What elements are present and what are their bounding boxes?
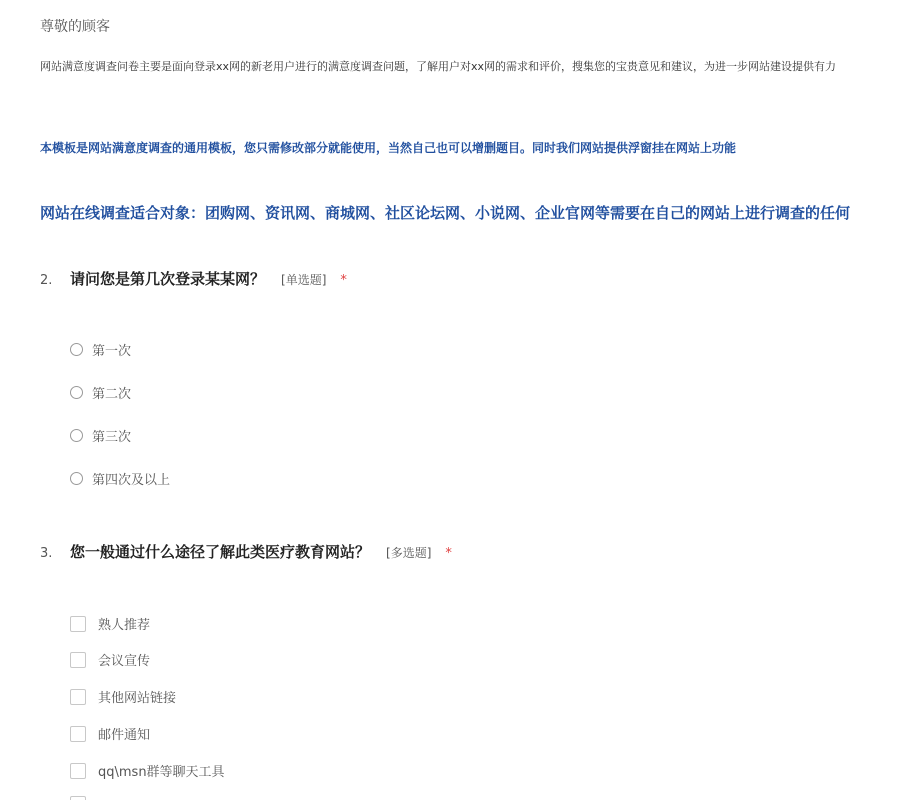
question-type: [多选题] — [386, 546, 432, 560]
checkbox-option-1[interactable] — [70, 614, 150, 633]
question-number: 3. — [40, 546, 53, 561]
checkbox[interactable] — [70, 763, 86, 779]
radio-option-3[interactable] — [70, 426, 131, 445]
checkbox-option-3[interactable] — [70, 687, 176, 706]
checkbox[interactable] — [70, 726, 86, 742]
radio-button[interactable] — [70, 343, 83, 356]
question-3-header — [40, 541, 452, 562]
checkbox-option-6-partial[interactable] — [70, 796, 86, 800]
option-label: 邮件通知 — [98, 728, 151, 743]
question-title: 您一般通过什么途径了解此类医疗教育网站？ — [70, 543, 371, 561]
required-marker: * — [445, 546, 452, 561]
checkbox[interactable] — [70, 616, 86, 632]
question-title: 请问您是第几次登录某某网？ — [70, 270, 266, 288]
option-label: 第二次 — [92, 387, 132, 402]
radio-option-1[interactable] — [70, 340, 131, 359]
option-label: 第三次 — [92, 430, 132, 445]
checkbox-option-4[interactable] — [70, 724, 150, 743]
question-number: 2. — [40, 273, 53, 288]
question-type: [单选题] — [281, 273, 327, 287]
option-label: 其他网站链接 — [98, 691, 177, 706]
option-label: 第四次及以上 — [92, 473, 171, 488]
option-label: 熟人推荐 — [98, 618, 151, 633]
radio-option-2[interactable] — [70, 383, 131, 402]
checkbox[interactable] — [70, 689, 86, 705]
required-marker: * — [340, 273, 347, 288]
greeting-text: 尊敬的顾客 — [40, 19, 110, 35]
checkbox[interactable] — [70, 652, 86, 668]
question-2-header — [40, 268, 347, 289]
option-label: qq\msn群等聊天工具 — [98, 765, 225, 780]
option-label: 第一次 — [92, 344, 132, 359]
radio-option-4[interactable] — [70, 469, 170, 488]
checkbox-option-5[interactable] — [70, 761, 225, 780]
checkbox-option-2[interactable] — [70, 650, 150, 669]
intro-text: 网站满意度调查问卷主要是面向登录xx网的新老用户进行的满意度调查问题，了解用户对xx网的需求和评价，搜集您的宝贵意见和建议，为进一步网站建设提供有力 — [40, 60, 837, 73]
audience-text: 网站在线调查适合对象：团购网、资讯网、商城网、社区论坛网、小说网、企业官网等需要在自己的网站上进行调查的任何 — [40, 204, 851, 222]
radio-button[interactable] — [70, 386, 83, 399]
option-label: 会议宣传 — [98, 654, 151, 669]
checkbox[interactable] — [70, 796, 86, 800]
radio-button[interactable] — [70, 472, 83, 485]
template-note: 本模板是网站满意度调查的通用模板，您只需修改部分就能使用，当然自己也可以增删题目。同时我们网站提供浮窗挂在网站上功能 — [40, 141, 737, 155]
radio-button[interactable] — [70, 429, 83, 442]
